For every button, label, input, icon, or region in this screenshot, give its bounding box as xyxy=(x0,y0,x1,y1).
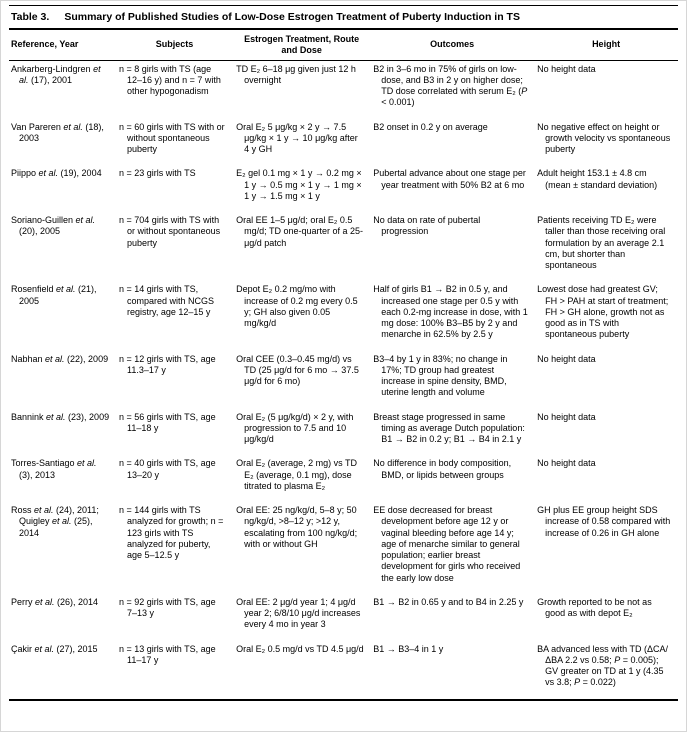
cell-treatment xyxy=(233,212,370,281)
column-header-treatment: Estrogen Treatment, Route and Dose xyxy=(233,29,370,60)
table-row xyxy=(9,281,678,350)
column-header-subjects: Subjects xyxy=(116,29,233,60)
cell-text-reference: Ankarberg-Lindgren et al. (17), 2001 xyxy=(11,63,101,85)
cell-reference xyxy=(9,594,116,641)
cell-reference xyxy=(9,502,116,594)
column-header-reference: Reference, Year xyxy=(9,29,116,60)
cell-text-treatment: TD E₂ 6–18 μg given just 12 h overnight xyxy=(236,63,356,85)
cell-text-treatment: Depot E₂ 0.2 mg/mo with increase of 0.2 mg every 0.5 y; GH also given 0.05 mg/kg/d xyxy=(236,284,358,329)
cell-height xyxy=(534,351,678,409)
cell-text-reference: Van Pareren et al. (18), 2003 xyxy=(11,121,104,143)
cell-text-treatment: Oral EE: 2 μg/d year 1; 4 μg/d year 2; 6/8/10 μg/d increases every 4 mo in year 3 xyxy=(236,596,361,630)
cell-text-subjects: n = 144 girls with TS analyzed for growth; n = 123 girls with TS analyzed for puberty, age 5–12.5 y xyxy=(119,505,224,561)
cell-text-height: Patients receiving TD E₂ were taller than those receiving oral formulation by an average 2.1 cm, but shorter than spontaneous xyxy=(537,215,666,271)
cell-outcomes xyxy=(370,455,534,502)
cell-text-subjects: n = 14 girls with TS, compared with NCGS registry, age 12–15 y xyxy=(119,284,215,317)
table-row xyxy=(9,641,678,700)
cell-height xyxy=(534,60,678,119)
cell-subjects xyxy=(116,60,233,119)
cell-text-reference: Ross et al. (24), 2011; Quigley et al. (25), 2014 xyxy=(11,505,99,538)
cell-outcomes xyxy=(370,281,534,350)
cell-outcomes xyxy=(370,594,534,641)
cell-reference xyxy=(9,281,116,350)
cell-reference xyxy=(9,165,116,212)
cell-text-subjects: n = 60 girls with TS with or without spontaneous puberty xyxy=(119,121,225,155)
cell-treatment xyxy=(233,119,370,166)
cell-text-subjects: n = 56 girls with TS, age 11–18 y xyxy=(119,411,216,433)
cell-text-outcomes: B1 → B3–4 in 1 y xyxy=(373,643,444,654)
cell-text-height: No height data xyxy=(537,353,596,364)
cell-text-height: No height data xyxy=(537,63,596,74)
cell-treatment xyxy=(233,455,370,502)
cell-outcomes xyxy=(370,212,534,281)
cell-text-subjects: n = 92 girls with TS, age 7–13 y xyxy=(119,596,216,619)
cell-text-reference: Torres-Santiago et al. (3), 2013 xyxy=(11,458,97,480)
cell-text-outcomes: Breast stage progressed in same timing as average Dutch population: B1 → B2 in 0.2 y; B1 → B4 in 2.1 y xyxy=(373,411,525,445)
cell-outcomes xyxy=(370,641,534,700)
cell-subjects xyxy=(116,594,233,641)
cell-text-treatment: Oral E₂ 0.5 mg/d vs TD 4.5 μg/d xyxy=(236,643,364,654)
table-row xyxy=(9,60,678,119)
cell-subjects xyxy=(116,409,233,456)
cell-text-outcomes: B3–4 by 1 y in 83%; no change in 17%; TD group had greatest increase in spine density, BMD, uterine length and volume xyxy=(373,353,508,398)
cell-treatment xyxy=(233,281,370,350)
cell-text-treatment: Oral E₂ (average, 2 mg) vs TD E₂ (average, 0.1 mg), dose titrated to plasma E₂ xyxy=(236,458,357,491)
cell-outcomes xyxy=(370,119,534,166)
cell-text-outcomes: B1 → B2 in 0.65 y and to B4 in 2.25 y xyxy=(373,596,524,607)
cell-text-treatment: E₂ gel 0.1 mg × 1 y → 0.2 mg × 1 y → 0.5 mg × 1 y → 1 mg × 1 y → 1.5 mg × 1 y xyxy=(236,168,362,201)
cell-treatment xyxy=(233,409,370,456)
cell-text-reference: Rosenfield et al. (21), 2005 xyxy=(11,284,97,306)
studies-table xyxy=(9,28,678,701)
cell-text-height: No height data xyxy=(537,411,596,422)
cell-text-subjects: n = 704 girls with TS with or without spontaneous puberty xyxy=(119,215,221,248)
cell-text-height: Growth reported to be not as good as with depot E₂ xyxy=(537,596,652,619)
cell-text-height: No negative effect on height or growth velocity vs spontaneous puberty xyxy=(537,121,671,155)
cell-text-reference: Perry et al. (26), 2014 xyxy=(11,596,99,607)
cell-subjects xyxy=(116,455,233,502)
cell-text-height: BA advanced less with TD (ΔCA/ΔBA 2.2 vs 0.58; P = 0.005); GV greater on TD at 1 y (4.35 vs 3.8; P = 0.022) xyxy=(537,643,669,688)
cell-reference xyxy=(9,641,116,700)
cell-text-subjects: n = 23 girls with TS xyxy=(119,168,196,179)
cell-text-subjects: n = 13 girls with TS, age 11–17 y xyxy=(119,643,216,665)
cell-subjects xyxy=(116,165,233,212)
cell-text-reference: Bannink et al. (23), 2009 xyxy=(11,411,110,422)
cell-text-subjects: n = 12 girls with TS, age 11.3–17 y xyxy=(119,353,216,375)
cell-text-height: Adult height 153.1 ± 4.8 cm (mean ± standard deviation) xyxy=(537,168,658,190)
cell-text-outcomes: EE dose decreased for breast development before age 12 y or vaginal bleeding before age 14 y; age of menarche similar to general population; earlier breast development for girls who received the early low dose xyxy=(373,505,521,583)
cell-treatment xyxy=(233,351,370,409)
cell-height xyxy=(534,455,678,502)
cell-text-subjects: n = 40 girls with TS, age 13–20 y xyxy=(119,458,216,480)
table-body xyxy=(9,60,678,700)
cell-text-height: GH plus EE group height SDS increase of 0.58 compared with increase of 0.26 in GH alone xyxy=(537,505,671,538)
cell-outcomes xyxy=(370,60,534,119)
cell-subjects xyxy=(116,281,233,350)
cell-text-outcomes: Pubertal advance about one stage per year treatment with 50% B2 at 6 mo xyxy=(373,168,526,190)
table-row xyxy=(9,351,678,409)
table-header xyxy=(9,29,678,60)
cell-outcomes xyxy=(370,409,534,456)
cell-text-treatment: Oral E₂ 5 μg/kg × 2 y → 7.5 μg/kg × 1 y → 10 μg/kg after 4 y GH xyxy=(236,121,358,155)
cell-treatment xyxy=(233,594,370,641)
cell-treatment xyxy=(233,502,370,594)
cell-text-reference: Soriano-Guillen et al. (20), 2005 xyxy=(11,215,96,237)
cell-height xyxy=(534,409,678,456)
cell-treatment xyxy=(233,641,370,700)
table-number: Table 3. xyxy=(11,11,50,23)
cell-reference xyxy=(9,60,116,119)
cell-reference xyxy=(9,119,116,166)
cell-height xyxy=(534,641,678,700)
paper-page xyxy=(1,1,686,701)
cell-text-outcomes: No difference in body composition, BMD, or lipids between groups xyxy=(373,458,512,480)
cell-reference xyxy=(9,351,116,409)
cell-reference xyxy=(9,212,116,281)
cell-text-outcomes: No data on rate of pubertal progression xyxy=(373,215,481,237)
table-row xyxy=(9,409,678,456)
cell-outcomes xyxy=(370,351,534,409)
table-row xyxy=(9,455,678,502)
table-row xyxy=(9,212,678,281)
column-header-outcomes: Outcomes xyxy=(370,29,534,60)
cell-text-outcomes: Half of girls B1 → B2 in 0.5 y, and increased one stage per 0.5 y with each 0.2-mg increase in dose, with 1 mg dose: 100% B3–B5 by 2 y and menarche in 62.5% by 2.5 y xyxy=(373,284,528,340)
cell-text-height: Lowest dose had greatest GV; FH > PAH at start of treatment; FH > GH alone, growth not as good as in TS with spontaneous puberty xyxy=(537,284,669,340)
header-row xyxy=(9,29,678,60)
cell-text-subjects: n = 8 girls with TS (age 12–16 y) and n = 7 with other hypogonadism xyxy=(119,63,221,97)
cell-height xyxy=(534,594,678,641)
cell-text-treatment: Oral CEE (0.3–0.45 mg/d) vs TD (25 μg/d for 6 mo → 37.5 μg/d for 6 mo) xyxy=(236,353,359,387)
cell-text-treatment: Oral EE 1–5 μg/d; oral E₂ 0.5 mg/d; TD one-quarter of a 25-μg/d patch xyxy=(236,215,363,248)
cell-text-height: No height data xyxy=(537,458,596,469)
table-row xyxy=(9,594,678,641)
cell-text-reference: Nabhan et al. (22), 2009 xyxy=(11,353,109,364)
table-caption: Summary of Published Studies of Low-Dose Estrogen Treatment of Puberty Induction in TS xyxy=(64,11,520,23)
cell-treatment xyxy=(233,165,370,212)
table-row xyxy=(9,165,678,212)
cell-subjects xyxy=(116,119,233,166)
cell-height xyxy=(534,281,678,350)
cell-subjects xyxy=(116,502,233,594)
cell-outcomes xyxy=(370,165,534,212)
cell-reference xyxy=(9,409,116,456)
cell-text-reference: Çakir et al. (27), 2015 xyxy=(11,643,98,654)
column-header-height: Height xyxy=(534,29,678,60)
cell-reference xyxy=(9,455,116,502)
cell-text-treatment: Oral E₂ (5 μg/kg/d) × 2 y, with progression to 7.5 and 10 μg/kg/d xyxy=(236,411,354,445)
cell-outcomes xyxy=(370,502,534,594)
cell-height xyxy=(534,502,678,594)
cell-text-outcomes: B2 in 3–6 mo in 75% of girls on low-dose, and B3 in 2 y on higher dose; TD dose correlated with serum E₂ (P < 0.001) xyxy=(373,63,528,108)
table-row xyxy=(9,502,678,594)
cell-height xyxy=(534,212,678,281)
cell-subjects xyxy=(116,641,233,700)
cell-text-outcomes: B2 onset in 0.2 y on average xyxy=(373,121,488,132)
cell-subjects xyxy=(116,212,233,281)
cell-subjects xyxy=(116,351,233,409)
cell-height xyxy=(534,119,678,166)
cell-text-reference: Piippo et al. (19), 2004 xyxy=(11,168,102,179)
cell-text-treatment: Oral EE: 25 ng/kg/d, 5–8 y; 50 ng/kg/d, >8–12 y; >12 y, escalating from 100 ng/kg/d; with or without GH xyxy=(236,505,358,549)
cell-height xyxy=(534,165,678,212)
table-row xyxy=(9,119,678,166)
table-title xyxy=(9,5,678,28)
cell-treatment xyxy=(233,60,370,119)
